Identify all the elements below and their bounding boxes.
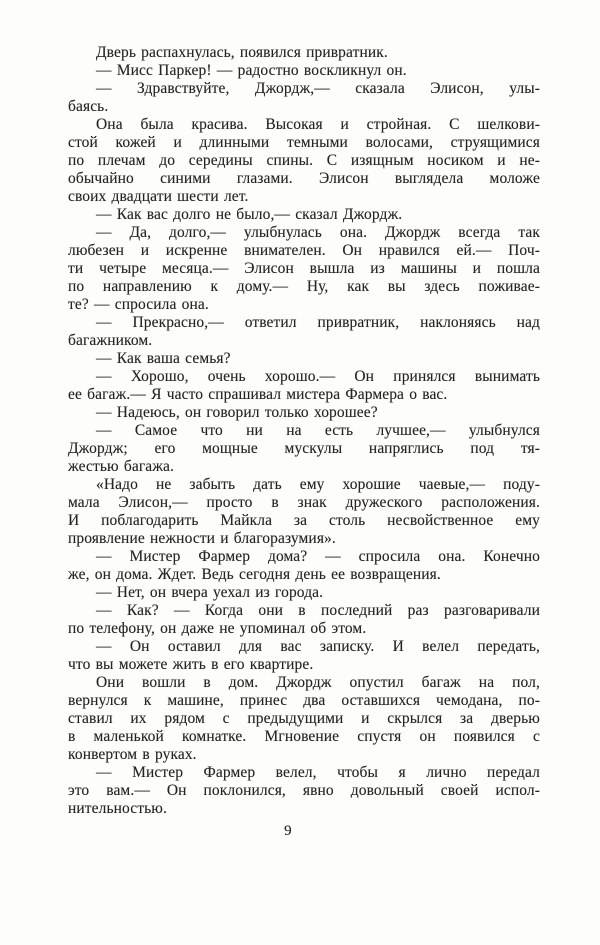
body-text: [68, 44, 540, 818]
text-line: же, он дома. Ждет. Ведь сегодня день ее возвращения.: [68, 566, 441, 583]
text-line: жестью багажа.: [68, 458, 175, 475]
paragraph: [68, 116, 540, 206]
text-line: нительностью.: [68, 800, 167, 817]
text-line: обычайно синими глазами. Элисон выглядела моложе: [68, 170, 540, 187]
text-line: Она была красива. Высокая и стройная. С шелкови-: [96, 116, 540, 133]
page-number: 9: [284, 823, 292, 839]
text-line: — Да, долго,— улыбнулась она. Джордж всегда так: [96, 224, 540, 241]
text-line: — Как? — Когда они в последний раз разговаривали: [96, 602, 540, 619]
paragraph: [68, 764, 540, 818]
text-line: Джордж; его мощные мускулы напряглись под тя-: [68, 440, 540, 457]
paragraph: [68, 404, 540, 422]
paragraph: [68, 206, 540, 224]
paragraph: [68, 224, 540, 314]
text-line: ее багаж.— Я часто спрашивал мистера Фармера о вас.: [68, 386, 448, 403]
text-line: вернулся к машине, принес два оставшихся чемодана, по-: [68, 692, 540, 709]
paragraph: [68, 368, 540, 404]
paragraph: [68, 638, 540, 674]
text-line: ти четыре месяца.— Элисон вышла из машины и пошла: [68, 260, 540, 277]
paragraph: [68, 350, 540, 368]
text-line: по направлению к дому.— Ну, как вы здесь поживае-: [68, 278, 540, 295]
text-line: И поблагодарить Майкла за столь несвойственное ему: [68, 512, 540, 529]
text-line: — Он оставил для вас записку. И велел передать,: [96, 638, 540, 655]
paragraph: [68, 62, 540, 80]
text-line: — Мистер Фармер дома? — спросила она. Конечно: [96, 548, 540, 565]
text-line: стой кожей и длинными темными волосами, струящимися: [68, 134, 540, 151]
paragraph: [68, 548, 540, 584]
text-line: любезен и искренне внимателен. Он нравился ей.— Поч-: [68, 242, 540, 259]
text-line: — Как вас долго не было,— сказал Джордж.: [96, 206, 403, 223]
text-line: — Надеюсь, он говорил только хорошее?: [96, 404, 378, 421]
paragraph: [68, 476, 540, 548]
text-line: — Мистер Фармер велел, чтобы я лично передал: [96, 764, 540, 781]
text-line: багажником.: [68, 332, 153, 349]
text-line: баясь.: [68, 98, 109, 115]
text-line: Они вошли в дом. Джордж опустил багаж на пол,: [96, 674, 540, 691]
paragraph: [68, 314, 540, 350]
text-line: что вы можете жить в его квартире.: [68, 656, 314, 673]
text-line: по плечам до середины спины. С изящным носиком и не-: [68, 152, 540, 169]
paragraph: [68, 44, 540, 62]
text-line: конвертом в руках.: [68, 746, 197, 763]
text-line: «Надо не забыть дать ему хорошие чаевые,— поду-: [96, 476, 540, 493]
text-line: ставил их рядом с предыдущими и скрылся за дверью: [68, 710, 540, 727]
text-line: — Как ваша семья?: [96, 350, 231, 367]
text-line: Дверь распахнулась, появился привратник.: [96, 44, 388, 61]
text-line: — Здравствуйте, Джордж,— сказала Элисон, улы-: [96, 80, 540, 97]
text-line: мала Элисон,— просто в знак дружеского расположения.: [68, 494, 540, 511]
text-line: это вам.— Он поклонился, явно довольный своей испол-: [68, 782, 540, 799]
paragraph: [68, 80, 540, 116]
text-line: — Прекрасно,— ответил привратник, наклоняясь над: [96, 314, 540, 331]
text-line: своих двадцати шести лет.: [68, 188, 249, 205]
text-line: — Хорошо, очень хорошо.— Он принялся вынимать: [96, 368, 540, 385]
text-line: — Мисс Паркер! — радостно воскликнул он.: [96, 62, 407, 79]
text-line: в маленькой комнатке. Мгновение спустя он появился с: [68, 728, 540, 745]
paragraph: [68, 584, 540, 602]
text-line: по телефону, он даже не упоминал об этом.: [68, 620, 367, 637]
paragraph: [68, 602, 540, 638]
text-line: те? — спросила она.: [68, 296, 209, 313]
text-line: — Самое что ни на есть лучшее,— улыбнулся: [96, 422, 540, 439]
text-line: проявление нежности и благоразумия».: [68, 530, 336, 547]
paragraph: [68, 422, 540, 476]
text-line: — Нет, он вчера уехал из города.: [96, 584, 324, 601]
paragraph: [68, 674, 540, 764]
